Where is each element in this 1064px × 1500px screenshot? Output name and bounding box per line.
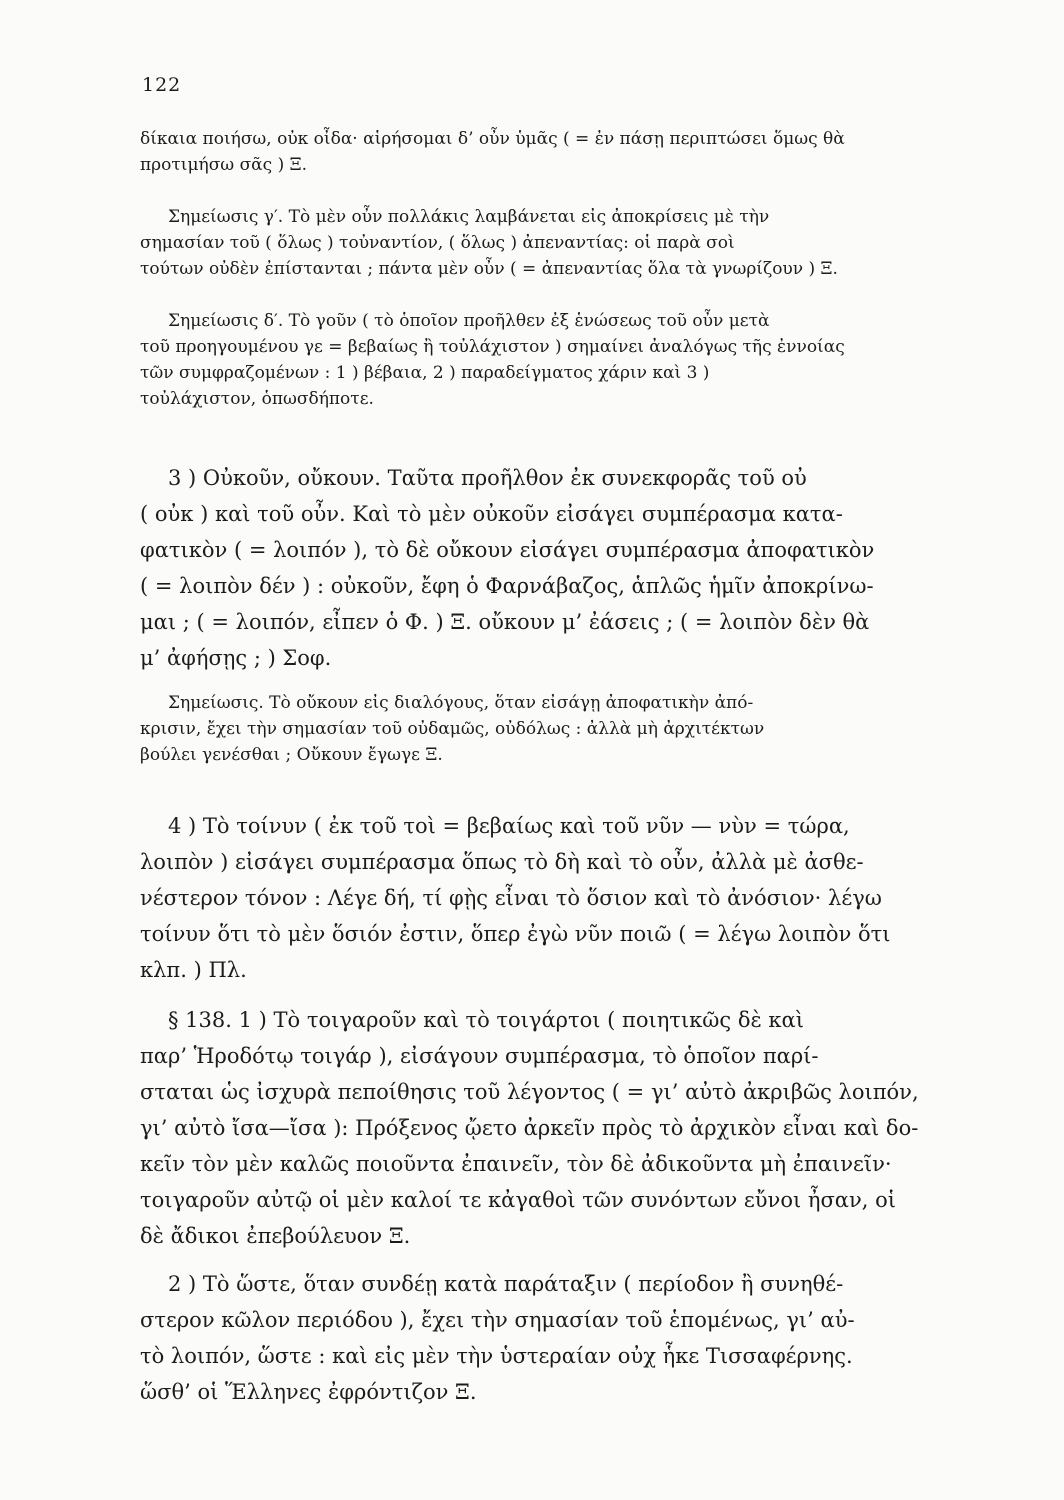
note-delta [140, 308, 1006, 412]
section-138 [140, 1002, 1006, 1254]
text-line: γι’ αὐτὸ ἴσα—ἴσα ): Πρόξενος ᾤετο ἀρκεῖν πρὸς τὸ ἀρχικὸν εἶναι καὶ δο- [140, 1116, 919, 1140]
section-oukoun [140, 460, 1006, 676]
text-line: 4 ) Τὸ τοίνυν ( ἐκ τοῦ τοὶ = βεβαίως καὶ τοῦ νῦν — νὺν = τώρα, [168, 814, 850, 838]
note-oukoun [140, 690, 1006, 768]
section-hoste [140, 1266, 1006, 1410]
text-line: τοῦ προηγουμένου γε = βεβαίως ἢ τοὐλάχιστον ) σημαίνει ἀναλόγως τῆς ἐννοίας [140, 337, 845, 357]
text-line: ὥσθ’ οἱ Ἕλληνες ἐφρόντιζον Ξ. [140, 1380, 477, 1404]
text-line: κλπ. ) Πλ. [140, 958, 247, 982]
text-line: στερον κῶλον περιόδου ), ἔχει τὴν σημασίαν τοῦ ἑπομένως, γι’ αὐ- [140, 1308, 855, 1332]
text-line: § 138. 1 ) Τὸ τοιγαροῦν καὶ τὸ τοιγάρτοι ( ποιητικῶς δὲ καὶ [168, 1008, 804, 1032]
text-line: Σημείωσις. Τὸ οὔκουν εἰς διαλόγους, ὅταν εἰσάγῃ ἀποφατικὴν ἀπό- [168, 693, 754, 713]
text-line: νέστερον τόνον : Λέγε δή, τί φῂς εἶναι τὸ ὅσιον καὶ τὸ ἀνόσιον· λέγω [140, 886, 882, 910]
text-line: Σημείωσις γ′. Τὸ μὲν οὖν πολλάκις λαμβάνεται εἰς ἀποκρίσεις μὲ τὴν [168, 207, 770, 227]
text-line: τὸ λοιπόν, ὥστε : καὶ εἰς μὲν τὴν ὑστεραίαν οὐχ ἧκε Τισσαφέρνης. [140, 1344, 853, 1368]
text-line: τῶν συμφραζομένων : 1 ) βέβαια, 2 ) παραδείγματος χάριν καὶ 3 ) [140, 363, 710, 383]
section-toinun [140, 808, 1006, 988]
text-line: 3 ) Οὐκοῦν, οὔκουν. Ταῦτα προῆλθον ἐκ συνεκφορᾶς τοῦ οὐ [168, 466, 807, 490]
text-line: μαι ; ( = λοιπόν, εἶπεν ὁ Φ. ) Ξ. οὔκουν μ’ ἐάσεις ; ( = λοιπὸν δὲν θὰ [140, 610, 870, 634]
text-line: ( = λοιπὸν δέν ) : οὐκοῦν, ἔφη ὁ Φαρνάβαζος, ἁπλῶς ἡμῖν ἀποκρίνω- [140, 574, 874, 598]
text-line: βούλει γενέσθαι ; Οὔκουν ἔγωγε Ξ. [140, 745, 443, 765]
text-line: τοίνυν ὅτι τὸ μὲν ὅσιόν ἐστιν, ὅπερ ἐγὼ νῦν ποιῶ ( = λέγω λοιπὸν ὅτι [140, 922, 891, 946]
page-number: 122 [142, 74, 182, 96]
text-line: Σημείωσις δ′. Τὸ γοῦν ( τὸ ὁποῖον προῆλθεν ἐξ ἑνώσεως τοῦ οὖν μετὰ [168, 311, 770, 331]
text-line: μ’ ἀφήσῃς ; ) Σοφ. [140, 646, 332, 670]
text-line: τούτων οὐδὲν ἐπίστανται ; πάντα μὲν οὖν ( = ἀπεναντίας ὅλα τὰ γνωρίζουν ) Ξ. [140, 259, 838, 279]
text-line: τοὐλάχιστον, ὁπωσδήποτε. [140, 389, 374, 409]
note-gamma [140, 204, 1006, 282]
text-line: λοιπὸν ) εἰσάγει συμπέρασμα ὅπως τὸ δὴ καὶ τὸ οὖν, ἀλλὰ μὲ ἀσθε- [140, 850, 864, 874]
text-line: τοιγαροῦν αὐτῷ οἱ μὲν καλοί τε κἀγαθοὶ τῶν συνόντων εὔνοι ἦσαν, οἱ [140, 1188, 896, 1212]
text-line: δίκαια ποιήσω, οὐκ οἶδα· αἱρήσομαι δ’ οὖν ὑμᾶς ( = ἐν πάσῃ περιπτώσει ὅμως θὰ [140, 129, 845, 149]
text-line: κρισιν, ἔχει τὴν σημασίαν τοῦ οὐδαμῶς, οὐδόλως : ἀλλὰ μὴ ἀρχιτέκτων [140, 719, 765, 739]
text-line: φατικὸν ( = λοιπόν ), τὸ δὲ οὔκουν εἰσάγει συμπέρασμα ἀποφατικὸν [140, 538, 875, 562]
paragraph-continuation [140, 126, 1006, 178]
text-line: κεῖν τὸν μὲν καλῶς ποιοῦντα ἐπαινεῖν, τὸν δὲ ἀδικοῦντα μὴ ἐπαινεῖν· [140, 1152, 892, 1176]
text-line: σταται ὡς ἰσχυρὰ πεποίθησις τοῦ λέγοντος ( = γι’ αὐτὸ ἀκριβῶς λοιπόν, [140, 1080, 919, 1104]
text-line: 2 ) Τὸ ὥστε, ὅταν συνδέῃ κατὰ παράταξιν ( περίοδον ἢ συνηθέ- [168, 1272, 844, 1296]
text-line: ( οὐκ ) καὶ τοῦ οὖν. Καὶ τὸ μὲν οὐκοῦν εἰσάγει συμπέρασμα κατα- [140, 502, 843, 526]
text-line: προτιμήσω σᾶς ) Ξ. [140, 155, 307, 175]
text-line: παρ’ Ἡροδότῳ τοιγάρ ), εἰσάγουν συμπέρασμα, τὸ ὁποῖον παρί- [140, 1044, 819, 1068]
text-line: δὲ ἄδικοι ἐπεβούλευον Ξ. [140, 1224, 411, 1248]
text-line: σημασίαν τοῦ ( ὅλως ) τοὐναντίον, ( ὅλως ) ἀπεναντίας: οἱ παρὰ σοὶ [140, 233, 735, 253]
